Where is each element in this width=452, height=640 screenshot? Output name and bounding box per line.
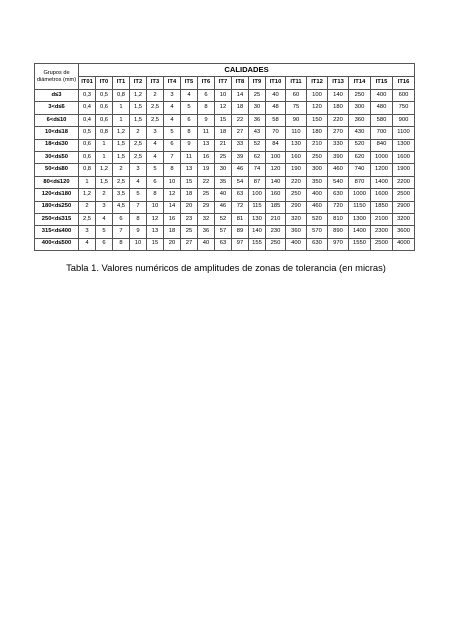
- table-row: [35, 90, 415, 102]
- table-cell: 19: [198, 164, 215, 176]
- row-label: 315<d≤400: [35, 226, 79, 238]
- table-cell: 6: [147, 176, 164, 188]
- table-cell: 25: [249, 90, 266, 102]
- table-cell: 330: [328, 139, 349, 151]
- table-cell: 155: [249, 238, 266, 250]
- table-cell: 2,5: [113, 176, 130, 188]
- table-cell: 2,5: [147, 114, 164, 126]
- table-cell: 6: [181, 114, 198, 126]
- table-row: [35, 139, 415, 151]
- table-cell: 210: [307, 139, 328, 151]
- table-cell: 120: [266, 164, 286, 176]
- table-cell: 9: [198, 114, 215, 126]
- table-cell: 2,5: [130, 151, 147, 163]
- table-cell: 4: [147, 139, 164, 151]
- row-label: d≤3: [35, 90, 79, 102]
- table-cell: 43: [249, 127, 266, 139]
- table-cell: 1,2: [130, 90, 147, 102]
- tolerance-table: [34, 63, 415, 251]
- table-cell: 6: [96, 238, 113, 250]
- table-cell: 0,6: [79, 151, 96, 163]
- table-cell: 3: [96, 201, 113, 213]
- table-cell: 600: [393, 90, 415, 102]
- table-cell: 290: [286, 201, 307, 213]
- table-row: [35, 151, 415, 163]
- table-cell: 140: [328, 90, 349, 102]
- table-cell: 1,2: [113, 127, 130, 139]
- table-cell: 46: [215, 201, 232, 213]
- table-cell: 3200: [393, 213, 415, 225]
- table-cell: 16: [164, 213, 181, 225]
- table-cell: 25: [215, 151, 232, 163]
- col-header-it9: IT9: [249, 77, 266, 90]
- table-cell: 63: [215, 238, 232, 250]
- table-cell: 180: [328, 102, 349, 114]
- table-cell: 25: [181, 226, 198, 238]
- table-cell: 8: [147, 189, 164, 201]
- table-cell: 12: [147, 213, 164, 225]
- table-cell: 84: [266, 139, 286, 151]
- table-cell: 2500: [393, 189, 415, 201]
- table-cell: 62: [249, 151, 266, 163]
- table-cell: 1850: [371, 201, 393, 213]
- table-cell: 220: [286, 176, 307, 188]
- row-label: 3<d≤6: [35, 102, 79, 114]
- table-cell: 2900: [393, 201, 415, 213]
- table-cell: 72: [232, 201, 249, 213]
- table-cell: 15: [147, 238, 164, 250]
- col-header-it10: IT10: [266, 77, 286, 90]
- table-cell: 1300: [393, 139, 415, 151]
- table-cell: 4,5: [113, 201, 130, 213]
- table-cell: 750: [393, 102, 415, 114]
- row-label: 80<d≤120: [35, 176, 79, 188]
- table-cell: 630: [328, 189, 349, 201]
- table-cell: 1150: [349, 201, 371, 213]
- table-cell: 1: [113, 114, 130, 126]
- table-cell: 1: [113, 102, 130, 114]
- table-cell: 160: [266, 189, 286, 201]
- table-cell: 7: [113, 226, 130, 238]
- col-header-it12: IT12: [307, 77, 328, 90]
- table-cell: 0,6: [79, 139, 96, 151]
- table-cell: 7: [164, 151, 181, 163]
- table-cell: 1600: [371, 189, 393, 201]
- table-cell: 0,8: [96, 127, 113, 139]
- table-cell: 18: [181, 189, 198, 201]
- table-cell: 0,6: [96, 102, 113, 114]
- table-cell: 10: [147, 201, 164, 213]
- table-cell: 8: [198, 102, 215, 114]
- table-cell: 140: [249, 226, 266, 238]
- table-cell: 1,5: [96, 176, 113, 188]
- table-cell: 1400: [371, 176, 393, 188]
- table-cell: 75: [286, 102, 307, 114]
- table-cell: 1550: [349, 238, 371, 250]
- table-cell: 100: [266, 151, 286, 163]
- table-cell: 2200: [393, 176, 415, 188]
- table-cell: 1: [96, 151, 113, 163]
- table-cell: 33: [232, 139, 249, 151]
- table-cell: 100: [307, 90, 328, 102]
- table-cell: 840: [371, 139, 393, 151]
- table-cell: 87: [249, 176, 266, 188]
- row-label: 10<d≤18: [35, 127, 79, 139]
- table-cell: 1,5: [130, 102, 147, 114]
- table-cell: 27: [181, 238, 198, 250]
- table-cell: 2,5: [130, 139, 147, 151]
- table-cell: 160: [286, 151, 307, 163]
- table-cell: 15: [181, 176, 198, 188]
- table-cell: 89: [232, 226, 249, 238]
- table-cell: 5: [147, 164, 164, 176]
- row-label: 30<d≤50: [35, 151, 79, 163]
- table-cell: 4: [147, 151, 164, 163]
- row-label: 50<d≤80: [35, 164, 79, 176]
- table-cell: 13: [147, 226, 164, 238]
- table-cell: 300: [307, 164, 328, 176]
- table-cell: 8: [181, 127, 198, 139]
- table-row: [35, 176, 415, 188]
- it-codes-row: [35, 77, 415, 90]
- table-cell: 1600: [393, 151, 415, 163]
- table-cell: 2500: [371, 238, 393, 250]
- table-row: [35, 164, 415, 176]
- table-cell: 30: [215, 164, 232, 176]
- table-cell: 0,3: [79, 90, 96, 102]
- table-cell: 8: [113, 238, 130, 250]
- table-cell: 9: [181, 139, 198, 151]
- table-cell: 11: [181, 151, 198, 163]
- table-cell: 180: [307, 127, 328, 139]
- table-cell: 1: [96, 139, 113, 151]
- table-cell: 430: [349, 127, 371, 139]
- table-row: [35, 201, 415, 213]
- table-cell: 700: [371, 127, 393, 139]
- table-cell: 54: [232, 176, 249, 188]
- table-cell: 9: [130, 226, 147, 238]
- table-cell: 8: [130, 213, 147, 225]
- table-cell: 210: [266, 213, 286, 225]
- table-cell: 0,4: [79, 102, 96, 114]
- table-cell: 140: [266, 176, 286, 188]
- table-cell: 400: [307, 189, 328, 201]
- table-cell: 120: [307, 102, 328, 114]
- table-cell: 1000: [371, 151, 393, 163]
- table-cell: 5: [181, 102, 198, 114]
- table-cell: 400: [371, 90, 393, 102]
- table-cell: 460: [307, 201, 328, 213]
- table-cell: 5: [96, 226, 113, 238]
- table-cell: 23: [181, 213, 198, 225]
- table-cell: 4: [130, 176, 147, 188]
- table-cell: 0,4: [79, 114, 96, 126]
- row-label: 120<d≤180: [35, 189, 79, 201]
- table-cell: 4: [79, 238, 96, 250]
- table-cell: 1300: [349, 213, 371, 225]
- table-cell: 7: [130, 201, 147, 213]
- table-cell: 97: [232, 238, 249, 250]
- table-cell: 220: [328, 114, 349, 126]
- table-cell: 185: [266, 201, 286, 213]
- col-header-it01: IT01: [79, 77, 96, 90]
- table-cell: 1,2: [79, 189, 96, 201]
- table-cell: 36: [249, 114, 266, 126]
- table-cell: 10: [130, 238, 147, 250]
- table-cell: 36: [198, 226, 215, 238]
- table-cell: 1400: [349, 226, 371, 238]
- table-cell: 4: [181, 90, 198, 102]
- table-cell: 0,5: [96, 90, 113, 102]
- table-cell: 22: [232, 114, 249, 126]
- col-header-it3: IT3: [147, 77, 164, 90]
- table-cell: 1200: [371, 164, 393, 176]
- table-row: [35, 102, 415, 114]
- diameter-group-header: Grupos de diámetros (mm): [35, 64, 79, 90]
- table-cell: 810: [328, 213, 349, 225]
- table-cell: 29: [198, 201, 215, 213]
- table-cell: 250: [349, 90, 371, 102]
- table-cell: 580: [371, 114, 393, 126]
- table-cell: 740: [349, 164, 371, 176]
- table-cell: 1,2: [96, 164, 113, 176]
- col-header-it11: IT11: [286, 77, 307, 90]
- table-cell: 230: [266, 226, 286, 238]
- table-cell: 1,5: [130, 114, 147, 126]
- row-label: 250<d≤315: [35, 213, 79, 225]
- table-cell: 2: [130, 127, 147, 139]
- table-cell: 4000: [393, 238, 415, 250]
- col-header-it14: IT14: [349, 77, 371, 90]
- table-row: [35, 189, 415, 201]
- table-cell: 20: [164, 238, 181, 250]
- table-cell: 1100: [393, 127, 415, 139]
- table-cell: 250: [307, 151, 328, 163]
- table-cell: 57: [215, 226, 232, 238]
- table-cell: 540: [328, 176, 349, 188]
- table-cell: 150: [307, 114, 328, 126]
- table-cell: 21: [215, 139, 232, 151]
- col-header-it7: IT7: [215, 77, 232, 90]
- table-cell: 1,5: [113, 151, 130, 163]
- table-cell: 1: [79, 176, 96, 188]
- table-cell: 3600: [393, 226, 415, 238]
- table-cell: 360: [286, 226, 307, 238]
- table-cell: 30: [249, 102, 266, 114]
- table-cell: 1000: [349, 189, 371, 201]
- table-cell: 18: [164, 226, 181, 238]
- col-header-it2: IT2: [130, 77, 147, 90]
- table-cell: 6: [198, 90, 215, 102]
- table-cell: 3: [79, 226, 96, 238]
- col-header-it16: IT16: [393, 77, 415, 90]
- table-cell: 1900: [393, 164, 415, 176]
- table-cell: 52: [249, 139, 266, 151]
- table-cell: 4: [96, 213, 113, 225]
- row-label: 180<d≤250: [35, 201, 79, 213]
- table-cell: 48: [266, 102, 286, 114]
- table-cell: 400: [286, 238, 307, 250]
- col-header-it1: IT1: [113, 77, 130, 90]
- table-cell: 720: [328, 201, 349, 213]
- table-cell: 0,5: [79, 127, 96, 139]
- table-cell: 25: [198, 189, 215, 201]
- table-cell: 32: [198, 213, 215, 225]
- row-label: 18<d≤30: [35, 139, 79, 151]
- table-cell: 14: [232, 90, 249, 102]
- table-cell: 620: [349, 151, 371, 163]
- table-cell: 300: [349, 102, 371, 114]
- col-header-it0: IT0: [96, 77, 113, 90]
- table-cell: 2,5: [79, 213, 96, 225]
- table-cell: 90: [286, 114, 307, 126]
- table-cell: 40: [266, 90, 286, 102]
- table-cell: 18: [215, 127, 232, 139]
- table-row: [35, 114, 415, 126]
- table-cell: 15: [215, 114, 232, 126]
- table-caption: Tabla 1. Valores numéricos de amplitudes de zonas de tolerancia (en micras): [66, 262, 386, 273]
- table-cell: 27: [232, 127, 249, 139]
- table-cell: 12: [164, 189, 181, 201]
- table-row: [35, 238, 415, 250]
- table-cell: 130: [249, 213, 266, 225]
- table-cell: 390: [328, 151, 349, 163]
- table-cell: 5: [164, 127, 181, 139]
- table-cell: 13: [181, 164, 198, 176]
- table-cell: 63: [232, 189, 249, 201]
- table-cell: 870: [349, 176, 371, 188]
- table-cell: 52: [215, 213, 232, 225]
- table-cell: 1,5: [113, 139, 130, 151]
- table-cell: 35: [215, 176, 232, 188]
- col-header-it4: IT4: [164, 77, 181, 90]
- table-cell: 320: [286, 213, 307, 225]
- table-cell: 81: [232, 213, 249, 225]
- table-cell: 0,6: [96, 114, 113, 126]
- table-cell: 2: [147, 90, 164, 102]
- table-cell: 40: [215, 189, 232, 201]
- col-header-it15: IT15: [371, 77, 393, 90]
- table-cell: 22: [198, 176, 215, 188]
- table-cell: 3: [164, 90, 181, 102]
- table-cell: 520: [307, 213, 328, 225]
- table-cell: 2: [113, 164, 130, 176]
- table-cell: 3: [130, 164, 147, 176]
- table-cell: 20: [181, 201, 198, 213]
- table-cell: 190: [286, 164, 307, 176]
- table-cell: 10: [215, 90, 232, 102]
- table-cell: 115: [249, 201, 266, 213]
- table-row: [35, 213, 415, 225]
- table-cell: 8: [164, 164, 181, 176]
- table-cell: 10: [164, 176, 181, 188]
- table-cell: 5: [130, 189, 147, 201]
- table-cell: 970: [328, 238, 349, 250]
- table-cell: 2: [79, 201, 96, 213]
- table-row: [35, 127, 415, 139]
- col-header-it8: IT8: [232, 77, 249, 90]
- table-cell: 58: [266, 114, 286, 126]
- table-cell: 570: [307, 226, 328, 238]
- table-cell: 250: [286, 189, 307, 201]
- table-cell: 6: [164, 139, 181, 151]
- table-cell: 11: [198, 127, 215, 139]
- table-cell: 350: [307, 176, 328, 188]
- table-cell: 110: [286, 127, 307, 139]
- table-cell: 2100: [371, 213, 393, 225]
- table-cell: 4: [164, 102, 181, 114]
- table-cell: 0,8: [79, 164, 96, 176]
- col-header-it6: IT6: [198, 77, 215, 90]
- table-cell: 270: [328, 127, 349, 139]
- table-cell: 4: [164, 114, 181, 126]
- table-cell: 250: [266, 238, 286, 250]
- table-cell: 40: [198, 238, 215, 250]
- table-cell: 3: [147, 127, 164, 139]
- table-cell: 630: [307, 238, 328, 250]
- table-cell: 890: [328, 226, 349, 238]
- table-cell: 460: [328, 164, 349, 176]
- table-cell: 130: [286, 139, 307, 151]
- col-header-it13: IT13: [328, 77, 349, 90]
- table-cell: 480: [371, 102, 393, 114]
- row-label: 400<d≤500: [35, 238, 79, 250]
- table-cell: 6: [113, 213, 130, 225]
- table-cell: 70: [266, 127, 286, 139]
- table-cell: 0,8: [113, 90, 130, 102]
- table-cell: 39: [232, 151, 249, 163]
- table-cell: 100: [249, 189, 266, 201]
- row-label: 6<d≤10: [35, 114, 79, 126]
- table-cell: 2,5: [147, 102, 164, 114]
- table-cell: 900: [393, 114, 415, 126]
- table-cell: 60: [286, 90, 307, 102]
- table-cell: 74: [249, 164, 266, 176]
- table-cell: 12: [215, 102, 232, 114]
- table-cell: 360: [349, 114, 371, 126]
- table-cell: 520: [349, 139, 371, 151]
- col-header-it5: IT5: [181, 77, 198, 90]
- table-cell: 16: [198, 151, 215, 163]
- table-cell: 3,5: [113, 189, 130, 201]
- table-cell: 46: [232, 164, 249, 176]
- table-cell: 18: [232, 102, 249, 114]
- table-cell: 13: [198, 139, 215, 151]
- table-cell: 2: [96, 189, 113, 201]
- table-row: [35, 226, 415, 238]
- table-cell: 14: [164, 201, 181, 213]
- table-cell: 2300: [371, 226, 393, 238]
- qualities-header: CALIDADES: [79, 64, 415, 77]
